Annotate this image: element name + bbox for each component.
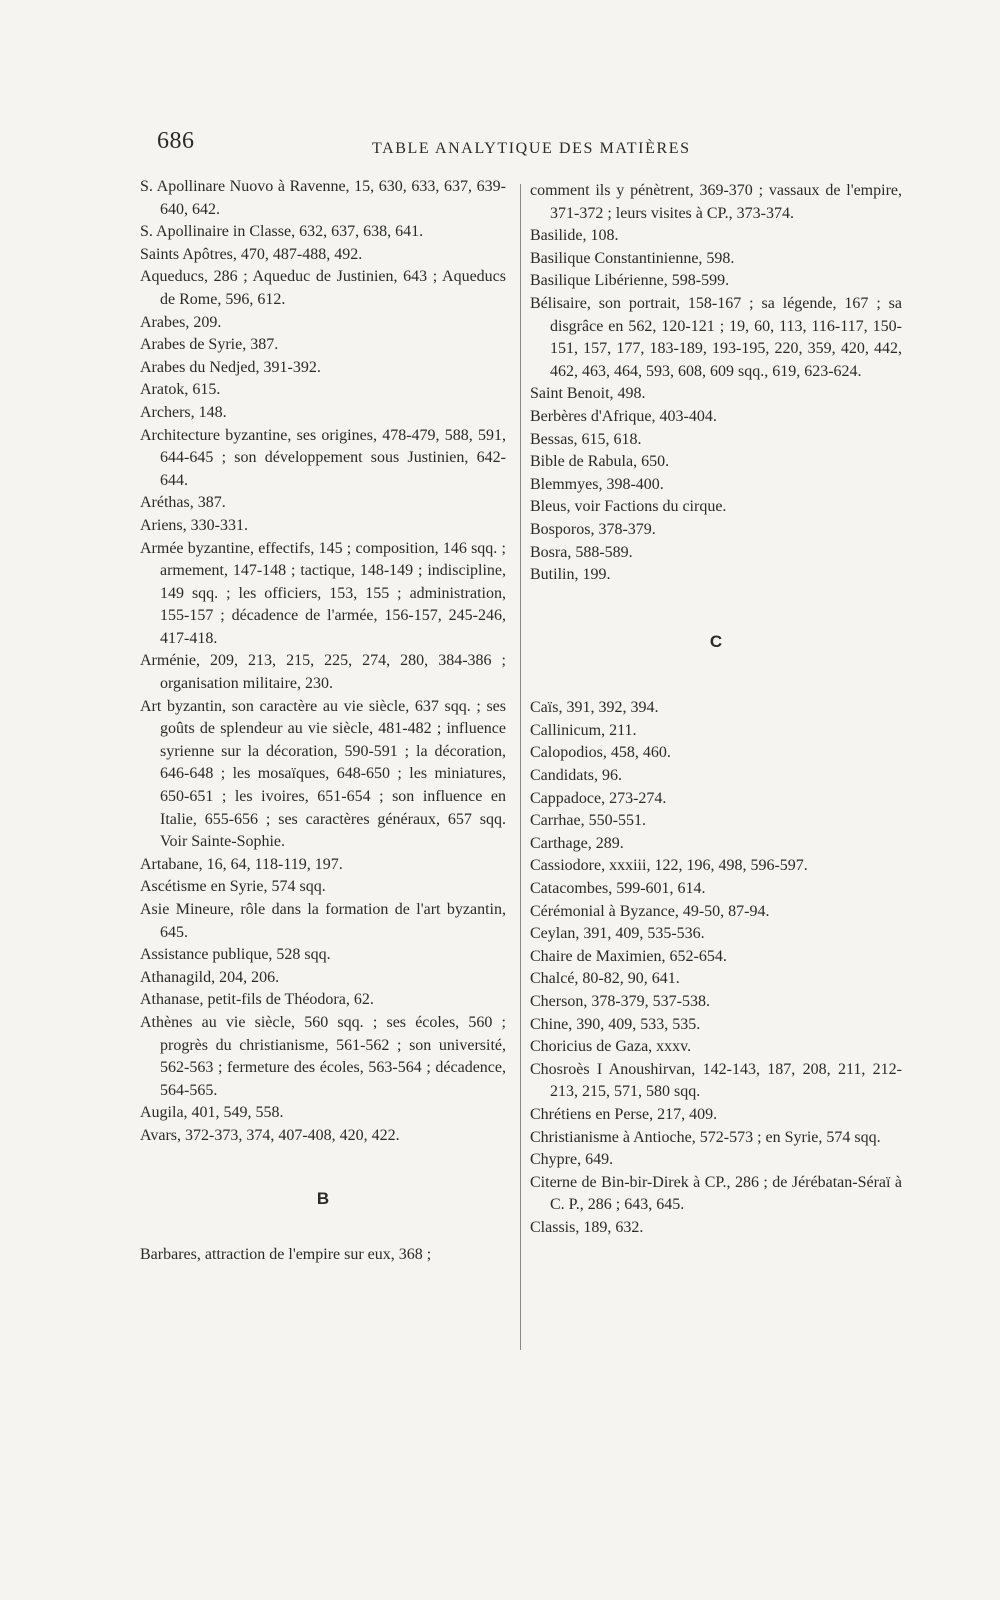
index-entry: Chine, 390, 409, 533, 535.	[530, 1015, 701, 1033]
index-entry: Aratok, 615.	[140, 381, 221, 399]
index-entry: Arabes du Nedjed, 391-392.	[140, 358, 321, 376]
index-entry: Architecture byzantine, ses origines, 478-479, 588, 591, 644-645 ; son développement sous Justinien, 642-644.	[140, 426, 506, 489]
index-entry: Basilique Libérienne, 598-599.	[530, 272, 730, 290]
index-entry: Cérémonial à Byzance, 49-50, 87-94.	[530, 902, 770, 920]
index-entry: Basilide, 108.	[530, 227, 619, 245]
index-entry: Carthage, 289.	[530, 834, 624, 852]
index-entry: Athènes au vie siècle, 560 sqq. ; ses écoles, 560 ; progrès du christianisme, 561-562 ; son université, 562-563 ; fermeture des écoles, 563-564 ; décadence, 564-565.	[140, 1013, 506, 1099]
index-entry: comment ils y pénètrent, 369-370 ; vassaux de l'empire, 371-372 ; leurs visites à CP., 373-374.	[530, 182, 902, 222]
index-entry: Carrhae, 550-551.	[530, 812, 646, 830]
index-entry: Saint Benoit, 498.	[530, 385, 646, 403]
index-entry: Bosra, 588-589.	[530, 543, 633, 561]
index-entry: Aqueducs, 286 ; Aqueduc de Justinien, 643 ; Aqueducs de Rome, 596, 612.	[140, 268, 506, 308]
index-entry: Chosroès I Anoushirvan, 142-143, 187, 208, 211, 212-213, 215, 571, 580 sqq.	[530, 1060, 902, 1101]
index-entry: Art byzantin, son caractère au vie siècle, 637 sqq. ; ses goûts de splendeur au vie siècle, 481-482 ; influence syrienne sur la décoration, 590-591 ; la décoration, 646-648 ; les mosaïques, 648-650 ; les miniatures, 650-651 ; les ivoires, 651-654 ; son influence en Italie, 655-656 ; ses caractères généraux, 657 sqq. Voir Sainte-Sophie.	[140, 697, 506, 851]
index-entry: Callinicum, 211.	[530, 721, 637, 739]
index-entry: Calopodios, 458, 460.	[530, 744, 671, 762]
letter-heading-b: B	[316, 1188, 330, 1208]
index-entry: Cherson, 378-379, 537-538.	[530, 993, 710, 1010]
index-entry: Caïs, 391, 392, 394.	[530, 699, 659, 717]
index-entry: Ariens, 330-331.	[140, 516, 248, 534]
index-entry: S. Apollinare Nuovo à Ravenne, 15, 630, 633, 637, 639-640, 642.	[140, 178, 506, 218]
left-column	[140, 176, 506, 1267]
letter-heading-c: C	[709, 631, 723, 651]
column-divider	[520, 184, 521, 1350]
index-entry: Bessas, 615, 618.	[530, 430, 642, 448]
index-entry: Citerne de Bin-bir-Direk à CP., 286 ; de Jérébatan-Séraï à C. P., 286 ; 643, 645.	[530, 1173, 902, 1214]
index-entry: Choricius de Gaza, xxxv.	[530, 1038, 692, 1056]
index-entry: Athanagild, 204, 206.	[140, 968, 280, 986]
index-entry: Armée byzantine, effectifs, 145 ; composition, 146 sqq. ; armement, 147-148 ; tactique, 148-149 ; indiscipline, 149 sqq. ; les officiers, 153, 155 ; administration, 155-157 ; décadence de l'armée, 156-157, 245-246, 417-418.	[140, 539, 506, 647]
index-entry: Chrétiens en Perse, 217, 409.	[530, 1105, 718, 1123]
right-column	[530, 180, 902, 1240]
entries-a	[140, 176, 506, 1148]
index-entry: Chaire de Maximien, 652-654.	[530, 947, 727, 965]
index-entry: Christianisme à Antioche, 572-573 ; en Syrie, 574 sqq.	[530, 1128, 881, 1146]
index-entry: Candidats, 96.	[530, 767, 622, 785]
index-entry: Athanase, petit-fils de Théodora, 62.	[140, 991, 374, 1009]
index-entry: Berbères d'Afrique, 403-404.	[530, 407, 717, 425]
index-entry: Asie Mineure, rôle dans la formation de l'art byzantin, 645.	[140, 901, 506, 941]
index-entry: Blemmyes, 398-400.	[530, 475, 664, 493]
index-entry: Bleus, voir Factions du cirque.	[530, 498, 727, 516]
index-entry: Butilin, 199.	[530, 566, 611, 584]
index-entry: Augila, 401, 549, 558.	[140, 1104, 284, 1122]
index-entry: Bosporos, 378-379.	[530, 520, 656, 538]
index-entry: Bélisaire, son portrait, 158-167 ; sa légende, 167 ; sa disgrâce en 562, 120-121 ; 19, 60, 113, 116-117, 150-151, 157, 177, 183-189, 193-195, 220, 359, 420, 442, 462, 463, 464, 593, 608, 609 sqq., 619, 623-624.	[530, 294, 902, 380]
index-entry: Archers, 148.	[140, 403, 227, 421]
index-entry: Arménie, 209, 213, 215, 225, 274, 280, 384-386 ; organisation militaire, 230.	[140, 652, 506, 693]
index-entry: Barbares, attraction de l'empire sur eux, 368 ;	[140, 1246, 432, 1264]
index-entry: Ceylan, 391, 409, 535-536.	[530, 925, 705, 943]
index-entry: Saints Apôtres, 470, 487-488, 492.	[140, 245, 363, 263]
index-entry: Basilique Constantinienne, 598.	[530, 249, 735, 267]
index-entry: Chalcé, 80-82, 90, 641.	[530, 970, 680, 988]
page-number: 686	[157, 128, 195, 154]
index-entry: Arabes de Syrie, 387.	[140, 336, 279, 354]
index-entry: Assistance publique, 528 sqq.	[140, 946, 331, 964]
entries-b	[140, 1244, 506, 1267]
index-entry: Arabes, 209.	[140, 313, 222, 331]
entries-c	[530, 697, 902, 1239]
index-entry: Ascétisme en Syrie, 574 sqq.	[140, 878, 326, 896]
entries-b-continued	[530, 180, 902, 587]
index-entry: Bible de Rabula, 650.	[530, 453, 670, 471]
index-entry: Avars, 372-373, 374, 407-408, 420, 422.	[140, 1126, 400, 1144]
index-entry: Chypre, 649.	[530, 1151, 614, 1169]
index-entry: S. Apollinaire in Classe, 632, 637, 638, 641.	[140, 223, 424, 241]
index-entry: Aréthas, 387.	[140, 494, 226, 512]
index-entry: Cappadoce, 273-274.	[530, 789, 667, 807]
index-entry: Cassiodore, xxxiii, 122, 196, 498, 596-597.	[530, 857, 808, 875]
index-entry: Classis, 189, 632.	[530, 1218, 644, 1236]
index-entry: Catacombes, 599-601, 614.	[530, 880, 706, 898]
running-header: TABLE ANALYTIQUE DES MATIÈRES	[372, 140, 691, 157]
index-entry: Artabane, 16, 64, 118-119, 197.	[140, 855, 343, 873]
